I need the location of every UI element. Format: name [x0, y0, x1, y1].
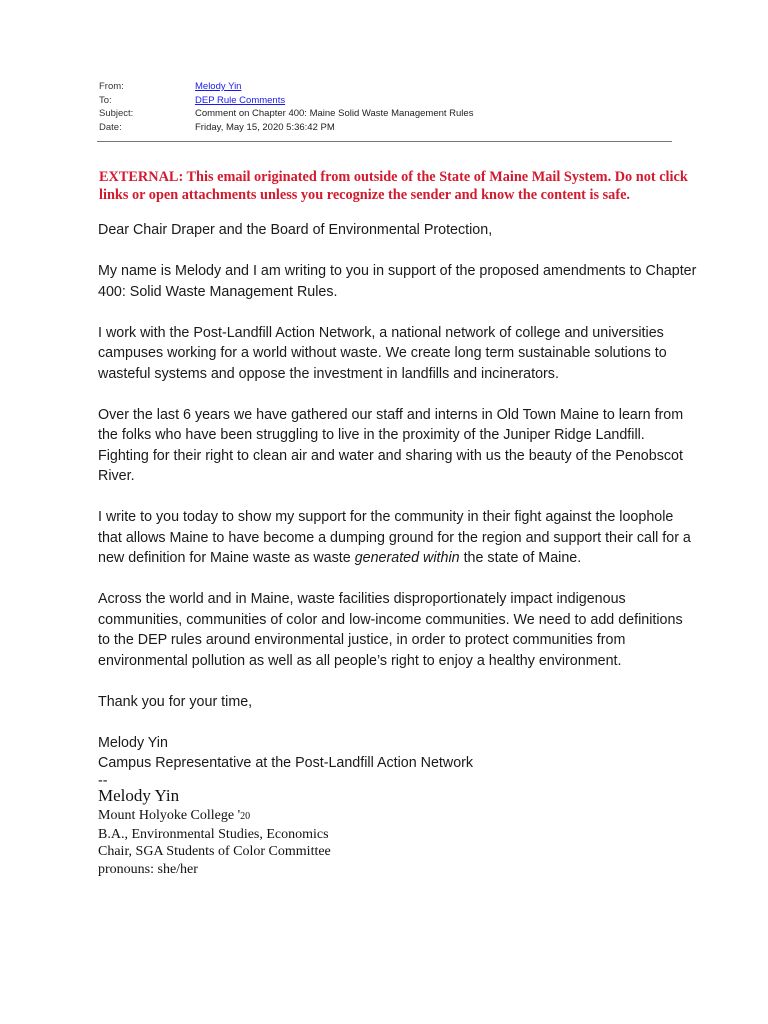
paragraph-1: My name is Melody and I am writing to you in support of the proposed amendments to Chapter 400: Solid Waste Management Rules.: [98, 263, 697, 300]
header-divider: [97, 141, 672, 142]
sign-title: Campus Representative at the Post-Landfill Action Network: [98, 755, 474, 771]
paragraph-5: Across the world and in Maine, waste facilities disproportionately impact indigenous communities, communities of color and low-income communities. We need to add definitions to the DEP rules around environmental justice, in order to protect communities from environmental pollution as well as all people’s right to enjoy a healthy environment.: [98, 591, 683, 669]
paragraph-2: I work with the Post-Landfill Action Network, a national network of college and universities campuses working for a world without waste. We create long term sustainable solutions to wasteful systems and oppose the investment in landfills and incinerators.: [98, 324, 667, 382]
to-label: To:: [99, 94, 112, 106]
signature-year: 20: [240, 811, 251, 822]
signature-name: Melody Yin: [98, 786, 180, 805]
date-value: Friday, May 15, 2020 5:36:42 PM: [195, 121, 335, 133]
sign-name: Melody Yin: [98, 734, 168, 751]
email-header: [99, 80, 672, 134]
subject-label: Subject:: [99, 108, 134, 119]
signature-degree: B.A., Environmental Studies, Economics: [98, 826, 329, 842]
to-link[interactable]: DEP Rule Comments: [195, 94, 286, 106]
signature-college: [98, 807, 331, 826]
paragraph-3: Over the last 6 years we have gathered our staff and interns in Old Town Maine to learn from the folks who have been struggling to live in the proximity of the Juniper Ridge Landfill. Fighting for their right to clean air and water and sharing with us the beauty of the Penobscot River.: [98, 406, 684, 484]
paragraph-4-text: I write to you today to show my support for the community in their fight against the loophole that allows Maine to have become a dumping ground for the region and support their call for a new definition for Maine waste as waste: [98, 509, 691, 566]
paragraph-4-emphasis: generated within: [354, 550, 460, 566]
external-warning: EXTERNAL: This email originated from outside of the State of Maine Mail System. Do not click links or open attachments unless you recognize the sender and know the content is safe.: [99, 169, 688, 203]
to-row: [99, 94, 672, 108]
email-signature: [98, 785, 331, 878]
subject-value: Comment on Chapter 400: Maine Solid Waste Management Rules: [195, 108, 474, 119]
paragraph-4: [98, 507, 698, 569]
subject-row: [99, 107, 672, 121]
email-body: [98, 220, 698, 788]
date-label: Date:: [99, 121, 122, 133]
closing: Thank you for your time,: [98, 693, 253, 710]
signature-role: Chair, SGA Students of Color Committee: [98, 844, 331, 859]
from-link[interactable]: Melody Yin: [195, 81, 242, 92]
date-row: [99, 121, 672, 135]
signature-college-text: Mount Holyoke College ': [98, 808, 241, 823]
from-row: [99, 80, 672, 94]
from-label: From:: [99, 81, 124, 92]
paragraph-4-end: the state of Maine.: [459, 550, 582, 566]
greeting: Dear Chair Draper and the Board of Environmental Protection,: [98, 222, 493, 238]
signature-separator: --: [98, 772, 108, 789]
signature-pronouns: pronouns: she/her: [98, 861, 198, 877]
